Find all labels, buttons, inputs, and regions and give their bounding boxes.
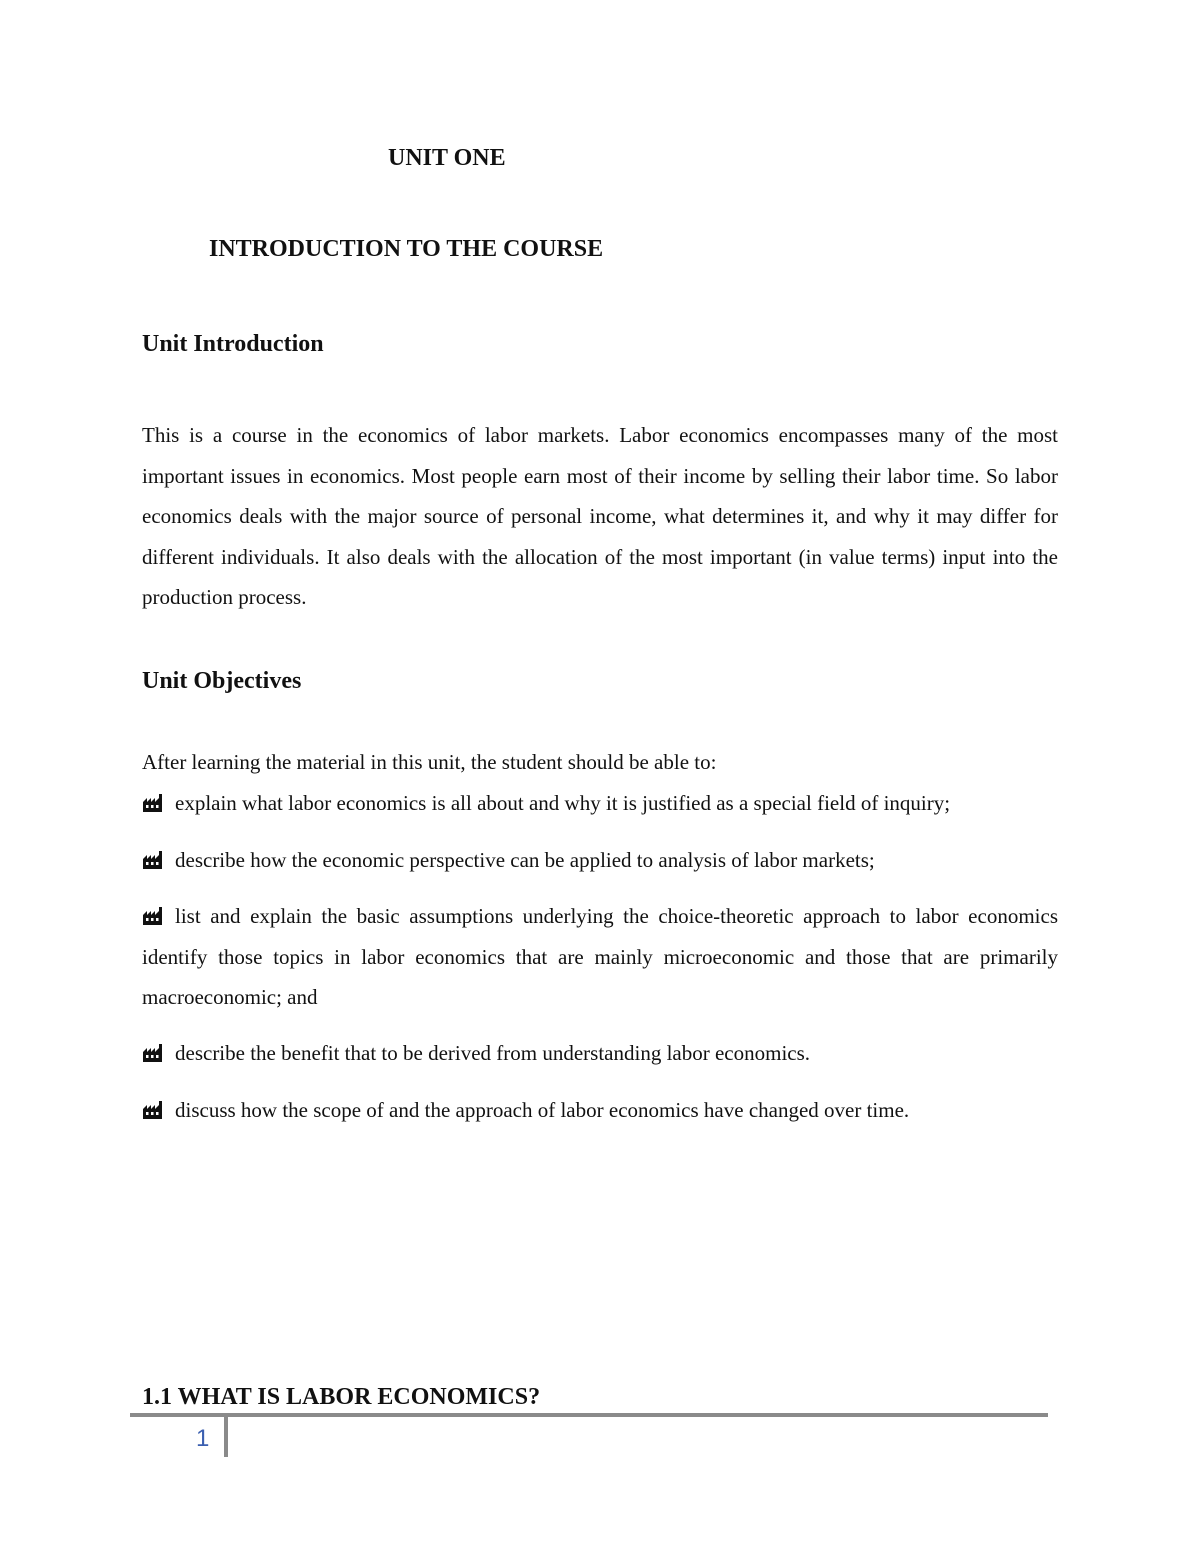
objective-text: describe the benefit that to be derived from understanding labor economics. (175, 1041, 811, 1065)
objective-item (142, 840, 1058, 881)
factory-icon (142, 850, 164, 870)
objectives-lead: After learning the material in this unit, the student should be able to: (142, 750, 717, 774)
page-number: 1 (196, 1425, 210, 1452)
objectives-heading: Unit Objectives (142, 668, 302, 694)
objective-item (142, 1033, 1058, 1074)
intro-heading: Unit Introduction (142, 331, 324, 357)
objective-text: list and explain the basic assumptions underlying the choice-theoretic approach to labor economics identify those topics in labor economics that are mainly microeconomic and those that are primarily macroeconomic; and (142, 904, 1058, 1010)
intro-paragraph: This is a course in the economics of labor markets. Labor economics encompasses many of the most important issues in economics. Most people earn most of their income by selling their labor time. So labor economics deals with the major source of personal income, what determines it, and why it may differ for different individuals. It also deals with the allocation of the most important (in value terms) input into the production process. (142, 423, 1058, 610)
unit-title: UNIT ONE (388, 145, 506, 171)
page-number-bar (224, 1417, 228, 1457)
factory-icon (142, 1043, 164, 1063)
factory-icon (142, 906, 164, 926)
objective-item (142, 896, 1058, 1018)
factory-icon (142, 793, 164, 813)
objective-text: discuss how the scope of and the approach of labor economics have changed over time. (175, 1098, 910, 1122)
objective-item (142, 783, 1058, 824)
section-heading: 1.1 WHAT IS LABOR ECONOMICS? (142, 1384, 541, 1410)
objective-text: describe how the economic perspective can be applied to analysis of labor markets; (175, 848, 875, 872)
unit-subtitle: INTRODUCTION TO THE COURSE (209, 236, 604, 262)
footer-divider (130, 1413, 1048, 1417)
objective-item (142, 1090, 1058, 1131)
factory-icon (142, 1100, 164, 1120)
objective-text: explain what labor economics is all about and why it is justified as a special field of inquiry; (175, 791, 951, 815)
